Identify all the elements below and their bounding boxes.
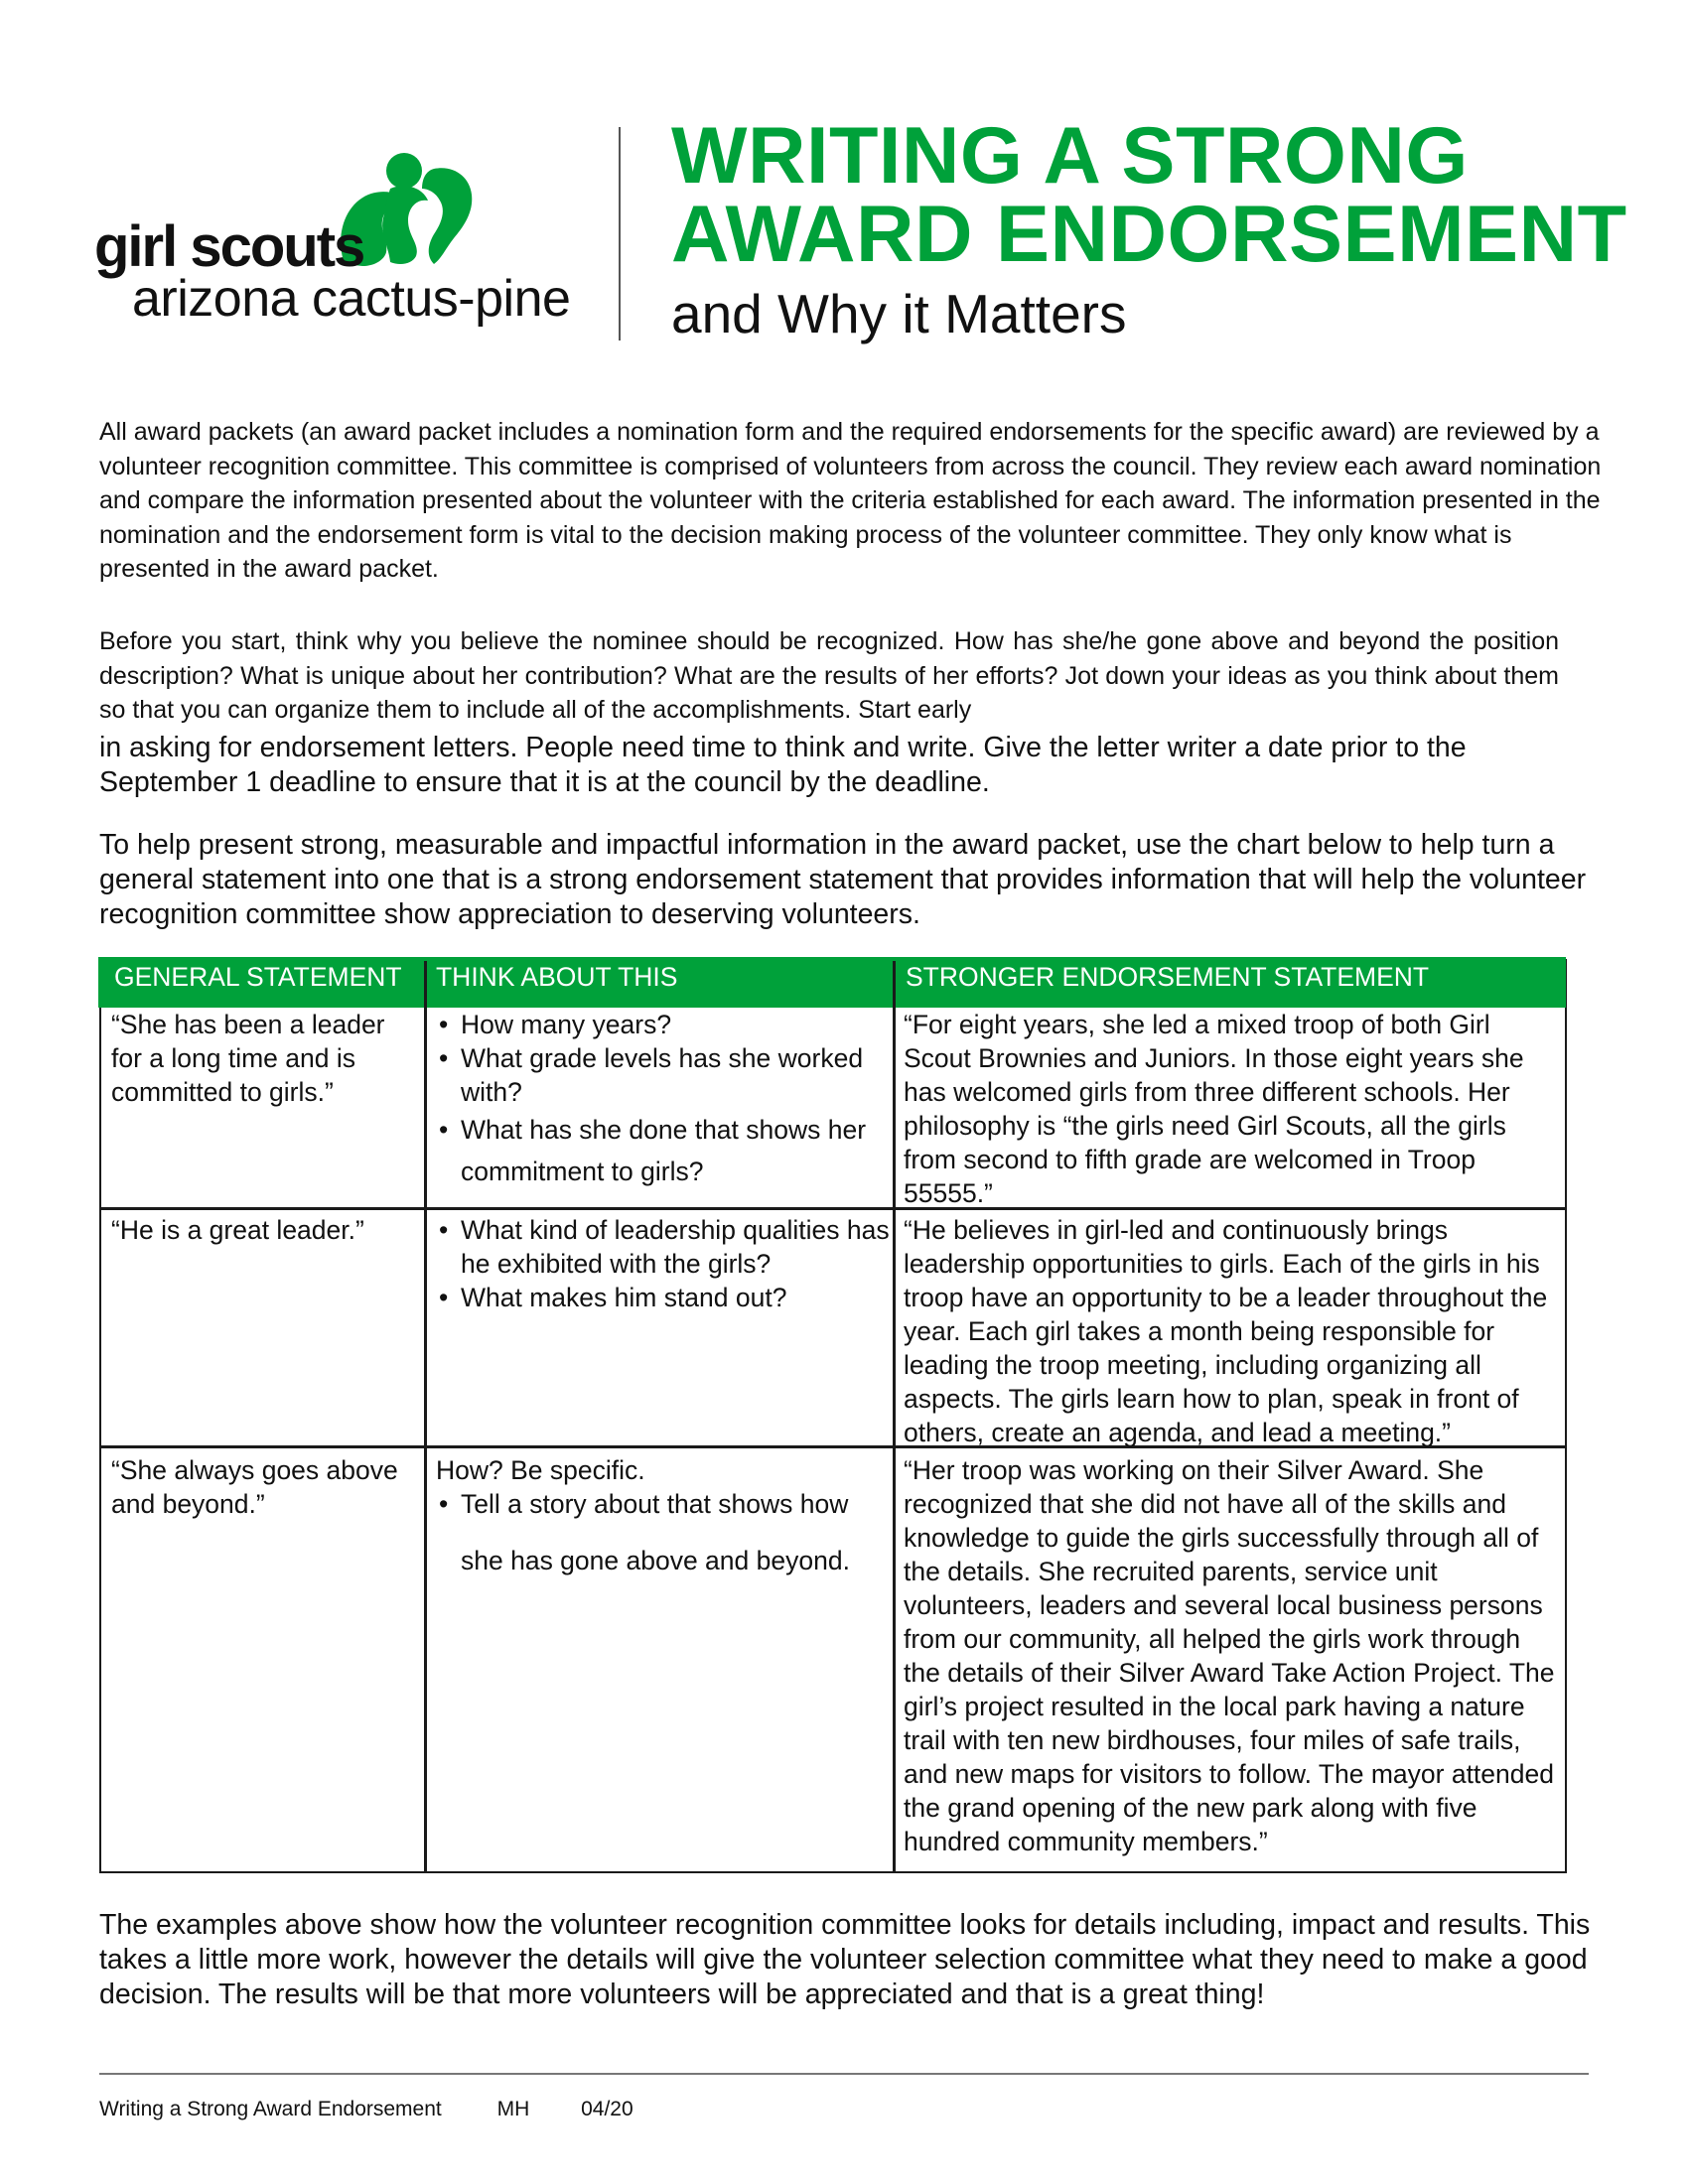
page-footer [99,2098,633,2121]
list-item: • What kind of leadership qualities has he exhibited with the girls? [426,1213,893,1281]
row-1-think-list [426,1008,893,1192]
council-name: arizona cactus-pine [132,270,571,328]
row-3-general-statement: “She always goes above and beyond.” [111,1455,398,1519]
girl-scouts-logo [94,139,611,338]
page-title-line-1: WRITING A STRONG [671,111,1469,201]
row-2-think-about-this [426,1213,893,1314]
closing-paragraph: The examples above show how the volunteer recognition committee looks for details including, impact and results. This takes a little more work, however the details will give the volunteer selection committee what they need to make a good decision. The results will be that more volunteers will be appreciated and that is a great thing! [99,1909,1591,2010]
list-item: • How many years? [426,1008,893,1041]
page-header [0,0,1688,357]
footer-rule [99,2073,1589,2075]
intro-paragraph-2-continued: in asking for endorsement letters. People need time to think and write. Give the letter writer a date prior to the September 1 deadline to ensure that it is at the council by the deadline. [99,732,1467,798]
footer-author: MH [496,2098,530,2120]
row-1-general-statement: “She has been a leader for a long time and is committed to girls.” [111,1010,385,1107]
row-1-stronger-statement: “For eight years, she led a mixed troop of both Girl Scout Brownies and Juniors. In those eight years she has welcomed girls from three different schools. Her philosophy is “the girls need Girl Scouts, all the girls from second to fifth grade are welcomed in Troop 55555.” [904,1010,1524,1208]
table-header-row [98,957,1566,1008]
intro-paragraph-2: Before you start, think why you believe the nominee should be recognized. How has she/he gone above and beyond the position description? What is unique about her contribution? What are the results of her efforts? Jot down your ideas as you think about them so that you can organize them to include all of the accomplishments. Start early [99,627,1559,724]
table-column-divider [893,961,896,1871]
title-block [671,111,1664,345]
page-subtitle: and Why it Matters [671,283,1127,345]
list-item: • What grade levels has she worked with? [426,1041,893,1109]
row-3-think-lead: How? Be specific. [436,1455,645,1485]
intro-paragraph-1: All award packets (an award packet includes a nomination form and the required endorsements for the specific award) are reviewed by a volunteer recognition committee. This committee is comprised of volunteers from across the council. They review each award nomination and compare the information presented about the volunteer with the criteria established for each award. The information presented in the nomination and the endorsement form is vital to the decision making process of the volunteer committee. They only know what is presented in the award packet. [99,418,1602,583]
column-header-general: GENERAL STATEMENT [114,962,402,992]
footer-doc-title: Writing a Strong Award Endorsement [99,2098,442,2120]
row-2-general-statement: “He is a great leader.” [111,1215,364,1245]
page-title-line-2: AWARD ENDORSEMENT [671,189,1627,279]
list-item: • What has she done that shows her commitment to girls? [426,1109,893,1192]
row-2-stronger-statement: “He believes in girl-led and continuously brings leadership opportunities to girls. Each of the girls in his troop have an opportunity to be a leader throughout the year. Each girl takes a month being responsible for leading the troop meeting, including organizing all aspects. The girls learn how to plan, speak in front of others, create an agenda, and lead a meeting.” [904,1215,1548,1447]
list-item: • Tell a story about that shows how she has gone above and beyond. [426,1476,893,1589]
row-3-stronger-statement: “Her troop was working on their Silver Award. She recognized that she did not have all of the skills and knowledge to guide the girls successfully through all of the details. She recruited parents, service unit volunteers, leaders and several local business persons from our community, all helped the girls work through the details of their Silver Award Take Action Project. The girl’s project resulted in the local park having a nature trail with ten new birdhouses, four miles of safe trails, and new maps for visitors to follow. The mayor attended the grand opening of the new park along with five hundred community members.” [904,1455,1555,1856]
header-divider [619,127,621,341]
row-3-think-about-this [436,1453,893,1589]
row-1-think-about-this [426,1008,893,1192]
row-3-think-list [426,1476,893,1589]
column-header-stronger: STRONGER ENDORSEMENT STATEMENT [906,962,1430,992]
column-header-think: THINK ABOUT THIS [436,962,678,992]
endorsement-table [99,959,1567,1873]
intro-paragraph-3: To help present strong, measurable and impactful information in the award packet, use the chart below to help turn a general statement into one that is a strong endorsement statement that provides information that will help the volunteer recognition committee show appreciation to deserving volunteers. [99,829,1587,930]
list-item: • What makes him stand out? [426,1281,893,1314]
row-2-think-list [426,1213,893,1314]
logo-wordmark: girl scouts [94,214,364,279]
footer-date: 04/20 [581,2098,633,2120]
